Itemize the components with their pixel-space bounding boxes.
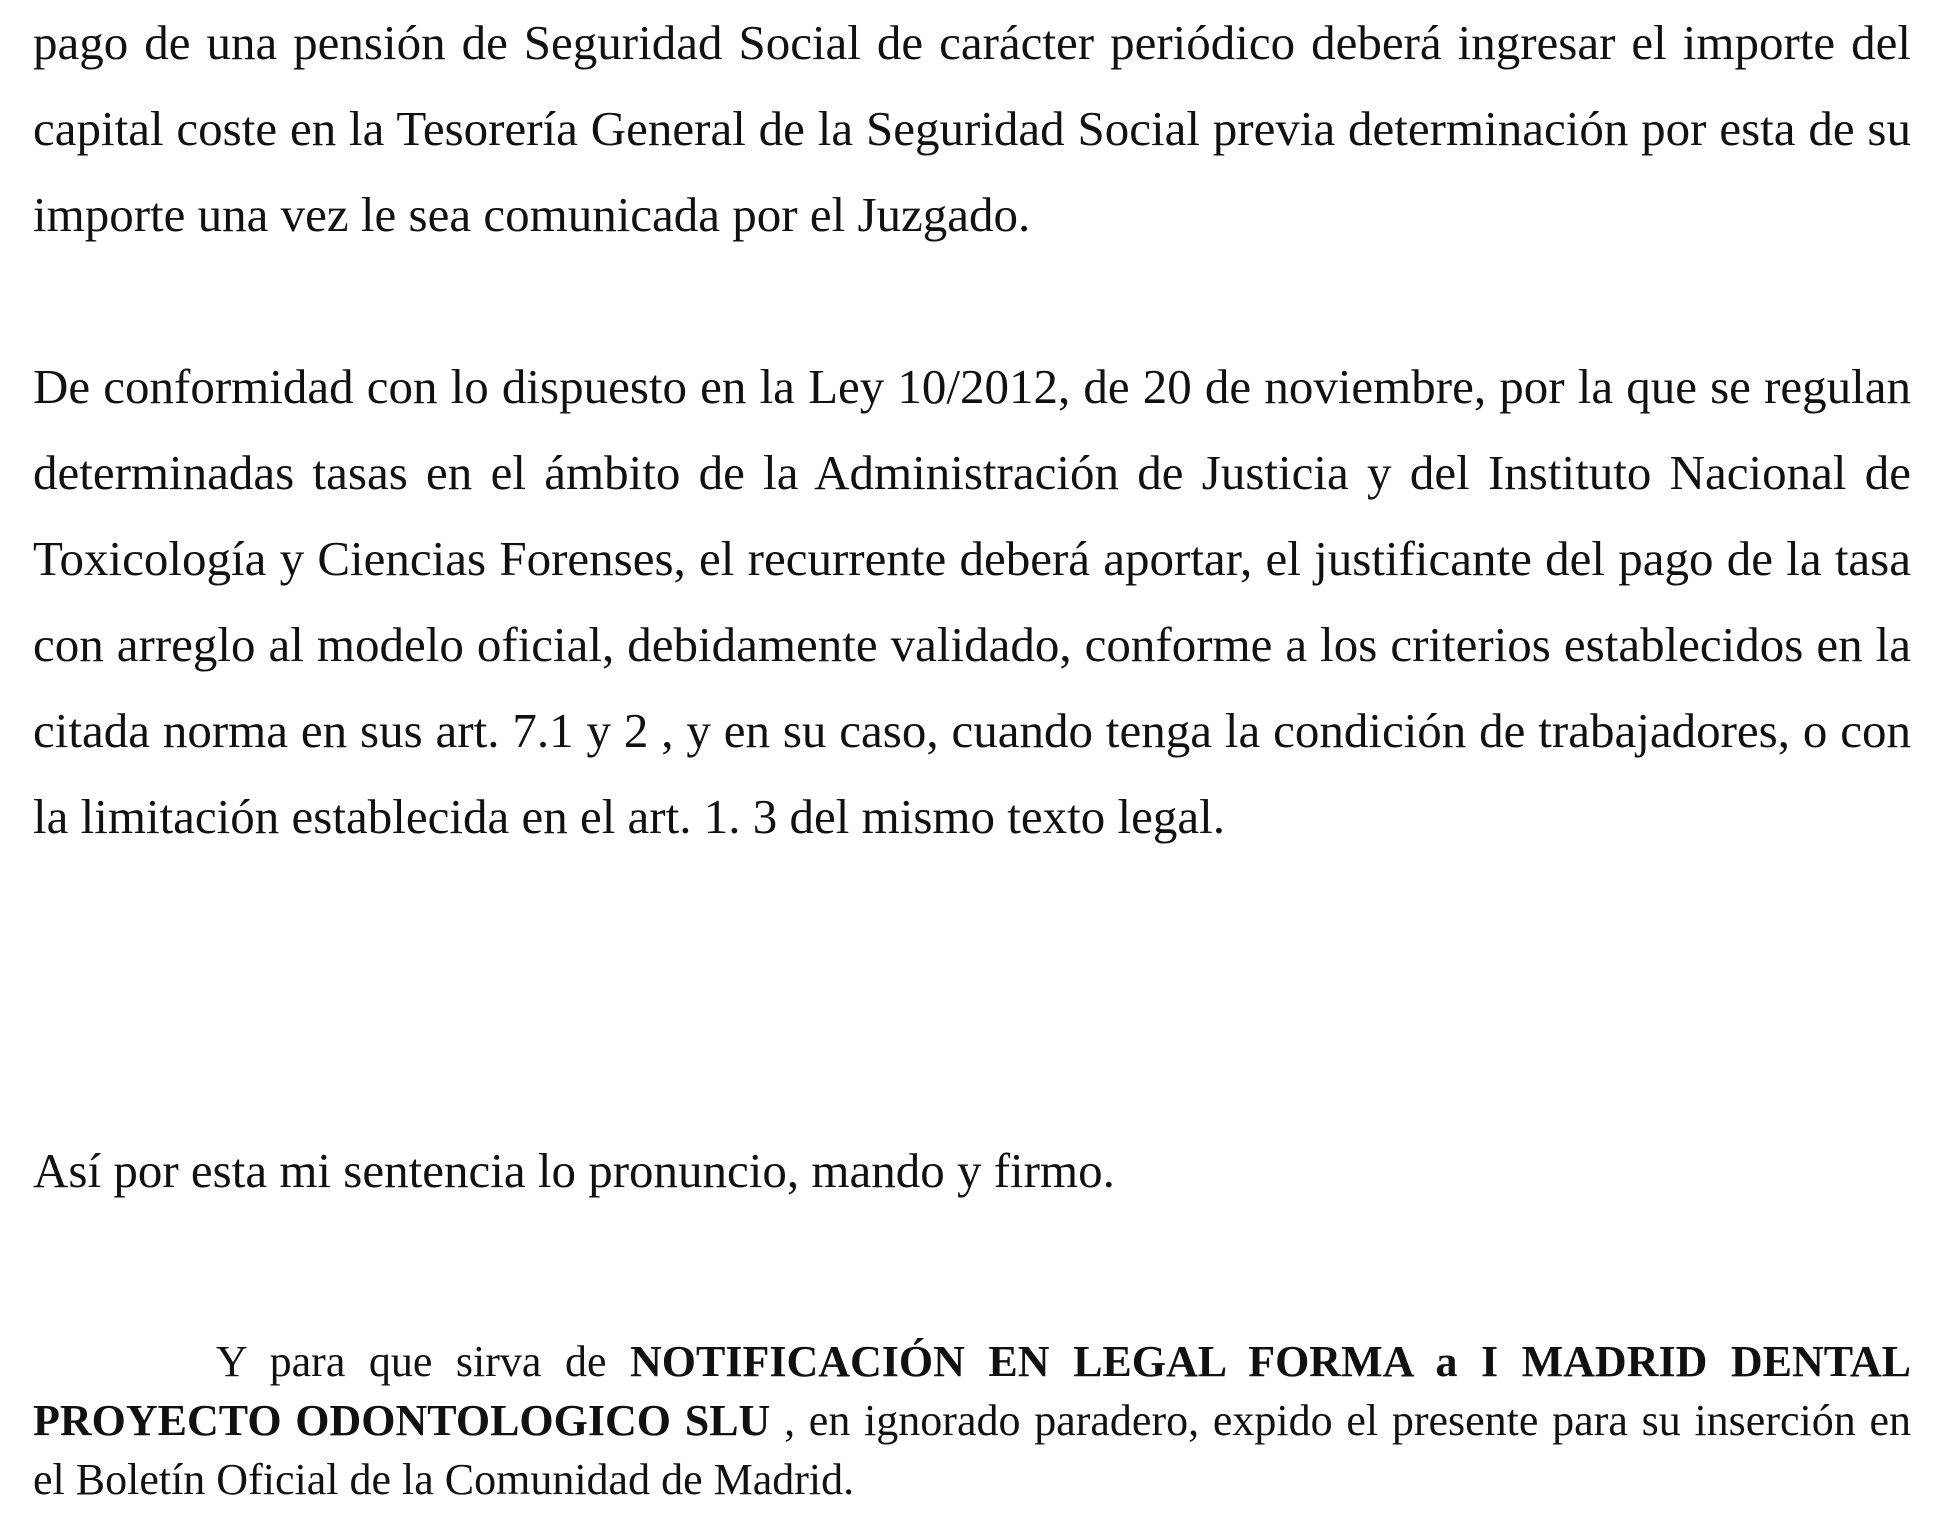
- notice-legal-form: NOTIFICACIÓN EN LEGAL FORMA: [630, 1337, 1412, 1386]
- paragraph-pension-payment: pago de una pensión de Seguridad Social de carácter periódico deberá ingresar el importe del capital coste en la Tesorería General de la Seguridad Social previa determinación por esta de su importe una vez le sea comunicada por el Juzgado.: [33, 15, 1911, 242]
- notification-paragraph: [33, 1332, 1911, 1509]
- paragraph-sentence-closing: Así por esta mi sentencia lo pronuncio, mando y firmo.: [33, 1143, 1115, 1198]
- notice-intro: Y para que sirva de: [216, 1337, 630, 1386]
- notice-rest: , en ignorado paradero, expido el presente para su inserción en el Boletín Oficial de la Comunidad de Madrid.: [33, 1396, 1912, 1504]
- paragraph-court-fees: De conformidad con lo dispuesto en la Ley 10/2012, de 20 de noviembre, por la que se regulan determinadas tasas en el ámbito de la Administración de Justicia y del Instituto Nacional de Toxicología y Ciencias Forenses, el recurrente deberá aportar, el justificante del pago de la tasa con arreglo al modelo oficial, debidamente validado, conforme a los criterios establecidos en la citada norma en sus art. 7.1 y 2 , y en su caso, cuando tenga la condición de trabajadores, o con la limitación establecida en el art. 1. 3 del mismo texto legal.: [33, 359, 1911, 844]
- notice-connector: a: [1411, 1337, 1481, 1386]
- notice-company-name: I MADRID DENTAL PROYECTO ODONTOLOGICO SLU: [33, 1337, 1911, 1445]
